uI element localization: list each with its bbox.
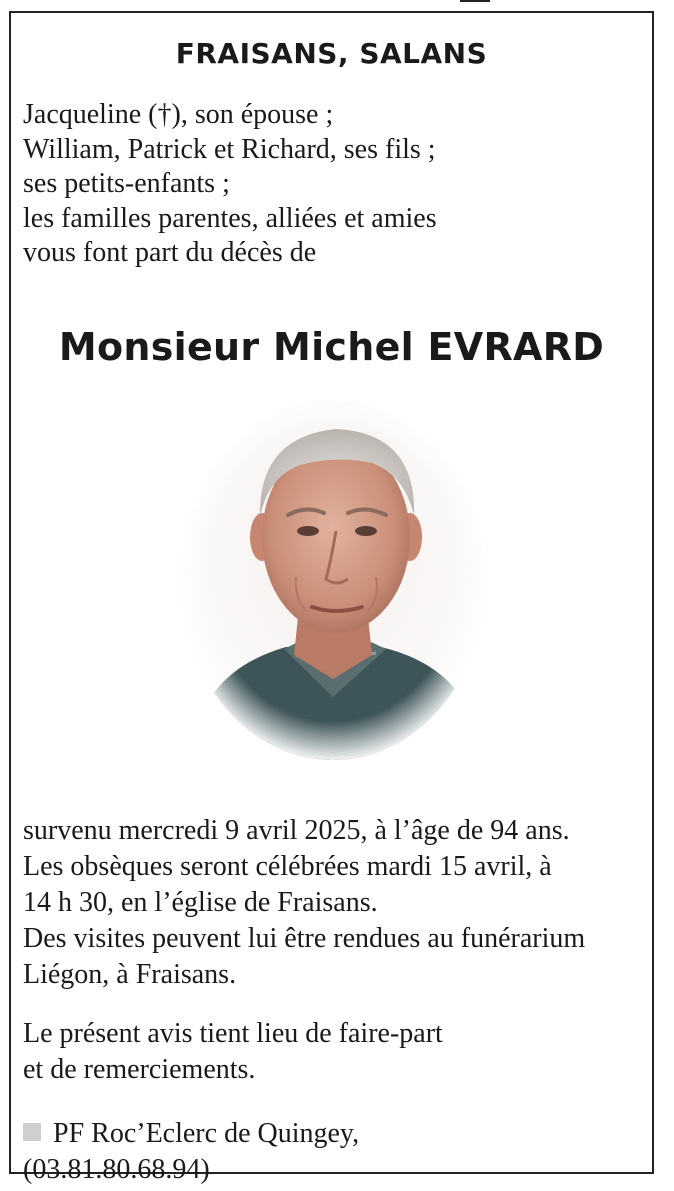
notice-line: Le présent avis tient lieu de faire-part — [23, 1018, 443, 1049]
funeral-home-phone: (03.81.80.68.94) — [23, 1154, 210, 1185]
funeral-details — [23, 813, 645, 993]
family-line: vous font part du décès de — [23, 237, 317, 268]
details-line: survenu mercredi 9 avril 2025, à l’âge de 94 ans. — [23, 815, 570, 846]
square-bullet-icon — [23, 1123, 41, 1141]
location-heading: FRAISANS, SALANS — [175, 37, 488, 70]
details-line: 14 h 30, en l’église de Fraisans. — [23, 887, 378, 918]
deceased-name: Monsieur Michel EVRARD — [58, 325, 605, 369]
funeral-home-name-row — [23, 1116, 643, 1152]
funeral-home — [23, 1116, 643, 1188]
details-line: Les obsèques seront célébrées mardi 15 avril, à — [23, 851, 552, 882]
family-announcement — [23, 98, 643, 271]
family-line: les familles parentes, alliées et amies — [23, 202, 437, 234]
details-line: Des visites peuvent lui être rendues au funérarium — [23, 923, 586, 954]
top-rule — [460, 0, 490, 2]
obituary-frame — [9, 11, 654, 1185]
notice-text — [23, 1016, 643, 1088]
family-line: William, Patrick et Richard, ses fils ; — [23, 133, 436, 165]
portrait-photo — [176, 397, 490, 763]
notice-line: et de remerciements. — [23, 1054, 256, 1085]
details-line: Liégon, à Fraisans. — [23, 959, 237, 990]
family-line: ses petits-enfants ; — [23, 168, 230, 199]
funeral-home-name: PF Roc’Eclerc de Quingey, — [53, 1118, 360, 1149]
family-line: Jacqueline (†), son épouse ; — [23, 99, 334, 130]
